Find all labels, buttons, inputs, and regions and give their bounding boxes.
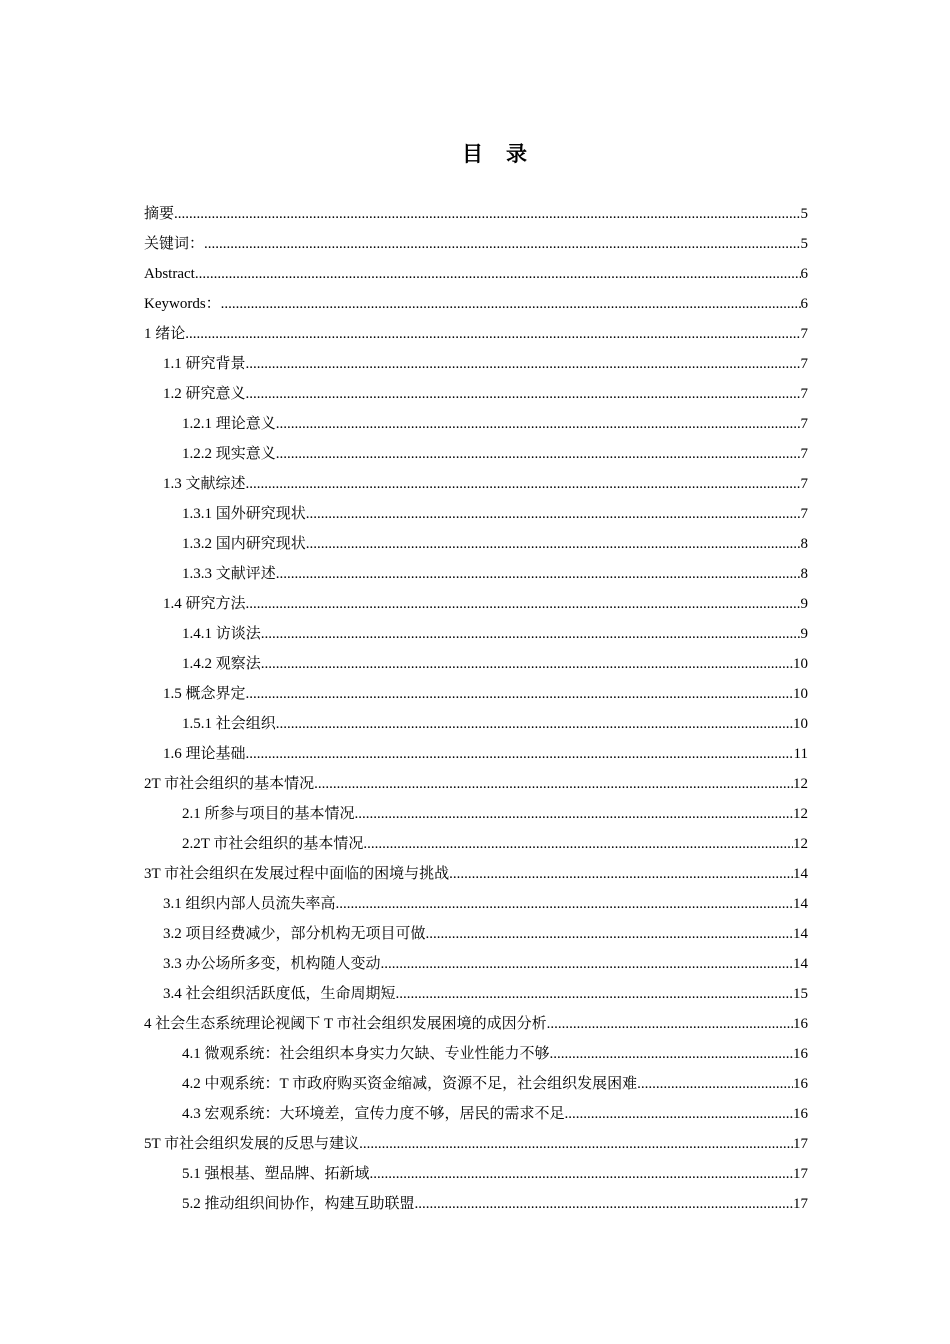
- toc-entry-title: 1.3.1 国外研究现状: [182, 506, 306, 522]
- toc-page-number: 7: [800, 506, 808, 522]
- toc-dot-leader: [449, 859, 793, 889]
- toc-entry-title: 1.4 研究方法: [163, 596, 246, 612]
- toc-page-number: 8: [800, 536, 808, 552]
- toc-dot-leader: [415, 1189, 793, 1219]
- toc-entry-title: 4.3 宏观系统：大环境差，宣传力度不够，居民的需求不足: [182, 1106, 565, 1122]
- toc-dot-leader: [185, 319, 800, 349]
- toc-entry[interactable]: [144, 529, 808, 559]
- toc-entry-title: 5.2 推动组织间协作，构建互助联盟: [182, 1196, 415, 1212]
- toc-entry-title: 1.3.2 国内研究现状: [182, 536, 306, 552]
- toc-dot-leader: [547, 1009, 793, 1039]
- toc-page-number: 14: [793, 956, 808, 972]
- toc-entry[interactable]: [144, 1099, 808, 1129]
- toc-dot-leader: [336, 889, 793, 919]
- toc-page-number: 7: [800, 386, 808, 402]
- toc-page-number: 17: [793, 1136, 808, 1152]
- toc-dot-leader: [276, 409, 801, 439]
- toc-entry-title: 摘要: [144, 206, 175, 222]
- toc-entry[interactable]: [144, 649, 808, 679]
- toc-page-number: 15: [793, 986, 808, 1002]
- toc-dot-leader: [565, 1099, 793, 1129]
- toc-page-number: 16: [793, 1016, 808, 1032]
- toc-dot-leader: [276, 709, 793, 739]
- toc-page-number: 14: [793, 926, 808, 942]
- toc-entry[interactable]: [144, 739, 808, 769]
- toc-dot-leader: [314, 769, 793, 799]
- toc-dot-leader: [550, 1039, 793, 1069]
- toc-dot-leader: [381, 949, 793, 979]
- toc-entry[interactable]: [144, 439, 808, 469]
- toc-page-number: 7: [800, 326, 808, 342]
- toc-dot-leader: [306, 529, 801, 559]
- toc-entry-title: Keywords：: [144, 296, 221, 312]
- toc-dot-leader: [355, 799, 793, 829]
- toc-entry-title: 5.1 强根基、塑品牌、拓新域: [182, 1166, 370, 1182]
- toc-entry[interactable]: [144, 559, 808, 589]
- toc-entry-title: 1.4.2 观察法: [182, 656, 261, 672]
- toc-page-number: 14: [793, 896, 808, 912]
- toc-page-number: 12: [793, 806, 808, 822]
- table-of-contents: [144, 199, 808, 1219]
- toc-page-number: 10: [793, 716, 808, 732]
- toc-entry[interactable]: [144, 1039, 808, 1069]
- toc-page-number: 6: [800, 266, 808, 282]
- toc-dot-leader: [246, 589, 801, 619]
- toc-entry-title: 1.2 研究意义: [163, 386, 246, 402]
- toc-entry-title: 4.2 中观系统：T 市政府购买资金缩减，资源不足，社会组织发展困难: [182, 1076, 638, 1092]
- toc-entry-title: 1 绪论: [144, 326, 186, 342]
- toc-entry-title: 2.2T 市社会组织的基本情况: [182, 836, 364, 852]
- toc-dot-leader: [426, 919, 793, 949]
- toc-entry-title: 3.4 社会组织活跃度低，生命周期短: [163, 986, 396, 1002]
- toc-entry[interactable]: [144, 469, 808, 499]
- toc-entry-title: 3.3 办公场所多变，机构随人变动: [163, 956, 381, 972]
- toc-entry[interactable]: [144, 199, 808, 229]
- toc-page-number: 17: [793, 1166, 808, 1182]
- toc-page-number: 9: [800, 596, 808, 612]
- toc-dot-leader: [221, 289, 801, 319]
- toc-entry[interactable]: [144, 1069, 808, 1099]
- toc-entry[interactable]: [144, 349, 808, 379]
- toc-entry-title: 1.5 概念界定: [163, 686, 246, 702]
- toc-entry-title: 3T 市社会组织在发展过程中面临的困境与挑战: [144, 866, 450, 882]
- toc-page-number: 16: [793, 1046, 808, 1062]
- toc-dot-leader: [246, 349, 801, 379]
- toc-page-number: 16: [793, 1106, 808, 1122]
- toc-entry[interactable]: [144, 769, 808, 799]
- toc-page-number: 7: [800, 356, 808, 372]
- toc-page-number: 5: [800, 236, 808, 252]
- toc-entry[interactable]: [144, 889, 808, 919]
- toc-entry-title: 4.1 微观系统：社会组织本身实力欠缺、专业性能力不够: [182, 1046, 550, 1062]
- title-char-2: 录: [506, 142, 528, 167]
- toc-entry[interactable]: [144, 379, 808, 409]
- page-title: [0, 138, 950, 168]
- toc-dot-leader: [261, 649, 793, 679]
- toc-dot-leader: [637, 1069, 793, 1099]
- toc-page-number: 10: [793, 656, 808, 672]
- toc-entry-title: 2.1 所参与项目的基本情况: [182, 806, 355, 822]
- toc-entry[interactable]: [144, 799, 808, 829]
- toc-entry-title: 3.2 项目经费减少，部分机构无项目可做: [163, 926, 426, 942]
- toc-page-number: 6: [800, 296, 808, 312]
- toc-dot-leader: [261, 619, 801, 649]
- toc-entry-title: 4 社会生态系统理论视阈下 T 市社会组织发展困境的成因分析: [144, 1016, 547, 1032]
- toc-page-number: 14: [793, 866, 808, 882]
- toc-dot-leader: [276, 439, 801, 469]
- toc-entry[interactable]: [144, 319, 808, 349]
- toc-page-number: 8: [800, 566, 808, 582]
- toc-entry-title: 1.4.1 访谈法: [182, 626, 261, 642]
- toc-entry[interactable]: [144, 949, 808, 979]
- toc-page-number: 12: [793, 776, 808, 792]
- toc-dot-leader: [246, 739, 794, 769]
- toc-entry-title: 1.5.1 社会组织: [182, 716, 276, 732]
- toc-dot-leader: [246, 379, 801, 409]
- toc-dot-leader: [396, 979, 793, 1009]
- toc-entry-title: 1.2.1 理论意义: [182, 416, 276, 432]
- toc-entry[interactable]: [144, 919, 808, 949]
- toc-page-number: 5: [800, 206, 808, 222]
- title-char-1: 目: [462, 142, 484, 167]
- toc-entry[interactable]: [144, 679, 808, 709]
- toc-entry-title: 1.2.2 现实意义: [182, 446, 276, 462]
- toc-entry[interactable]: [144, 619, 808, 649]
- toc-entry-title: 5T 市社会组织发展的反思与建议: [144, 1136, 360, 1152]
- toc-dot-leader: [276, 559, 801, 589]
- toc-page-number: 9: [800, 626, 808, 642]
- toc-entry[interactable]: [144, 1189, 808, 1219]
- toc-page-number: 7: [800, 416, 808, 432]
- toc-entry[interactable]: [144, 589, 808, 619]
- toc-page-number: 16: [793, 1076, 808, 1092]
- toc-dot-leader: [370, 1159, 793, 1189]
- toc-entry[interactable]: [144, 499, 808, 529]
- toc-entry-title: 3.1 组织内部人员流失率高: [163, 896, 336, 912]
- toc-entry[interactable]: [144, 1009, 808, 1039]
- toc-entry[interactable]: [144, 829, 808, 859]
- toc-entry-title: 1.3 文献综述: [163, 476, 246, 492]
- toc-entry[interactable]: [144, 859, 808, 889]
- toc-entry[interactable]: [144, 1129, 808, 1159]
- toc-page-number: 17: [793, 1196, 808, 1212]
- toc-entry[interactable]: [144, 289, 808, 319]
- toc-dot-leader: [174, 199, 800, 229]
- toc-page-number: 7: [800, 446, 808, 462]
- toc-page-number: 10: [793, 686, 808, 702]
- toc-entry[interactable]: [144, 259, 808, 289]
- toc-entry[interactable]: [144, 1159, 808, 1189]
- toc-entry-title: 1.1 研究背景: [163, 356, 246, 372]
- toc-page-number: 11: [793, 746, 808, 762]
- toc-dot-leader: [204, 229, 800, 259]
- toc-dot-leader: [363, 829, 793, 859]
- toc-dot-leader: [306, 499, 801, 529]
- toc-entry-title: 关键词：: [144, 236, 205, 252]
- toc-entry[interactable]: [144, 979, 808, 1009]
- toc-dot-leader: [246, 469, 801, 499]
- toc-entry-title: 2T 市社会组织的基本情况: [144, 776, 315, 792]
- toc-page-number: 7: [800, 476, 808, 492]
- toc-dot-leader: [359, 1129, 793, 1159]
- toc-dot-leader: [195, 259, 801, 289]
- toc-entry-title: Abstract: [144, 266, 195, 282]
- toc-dot-leader: [246, 679, 793, 709]
- toc-entry[interactable]: [144, 709, 808, 739]
- toc-entry-title: 1.6 理论基础: [163, 746, 246, 762]
- toc-entry-title: 1.3.3 文献评述: [182, 566, 276, 582]
- toc-page-number: 12: [793, 836, 808, 852]
- toc-entry[interactable]: [144, 409, 808, 439]
- toc-entry[interactable]: [144, 229, 808, 259]
